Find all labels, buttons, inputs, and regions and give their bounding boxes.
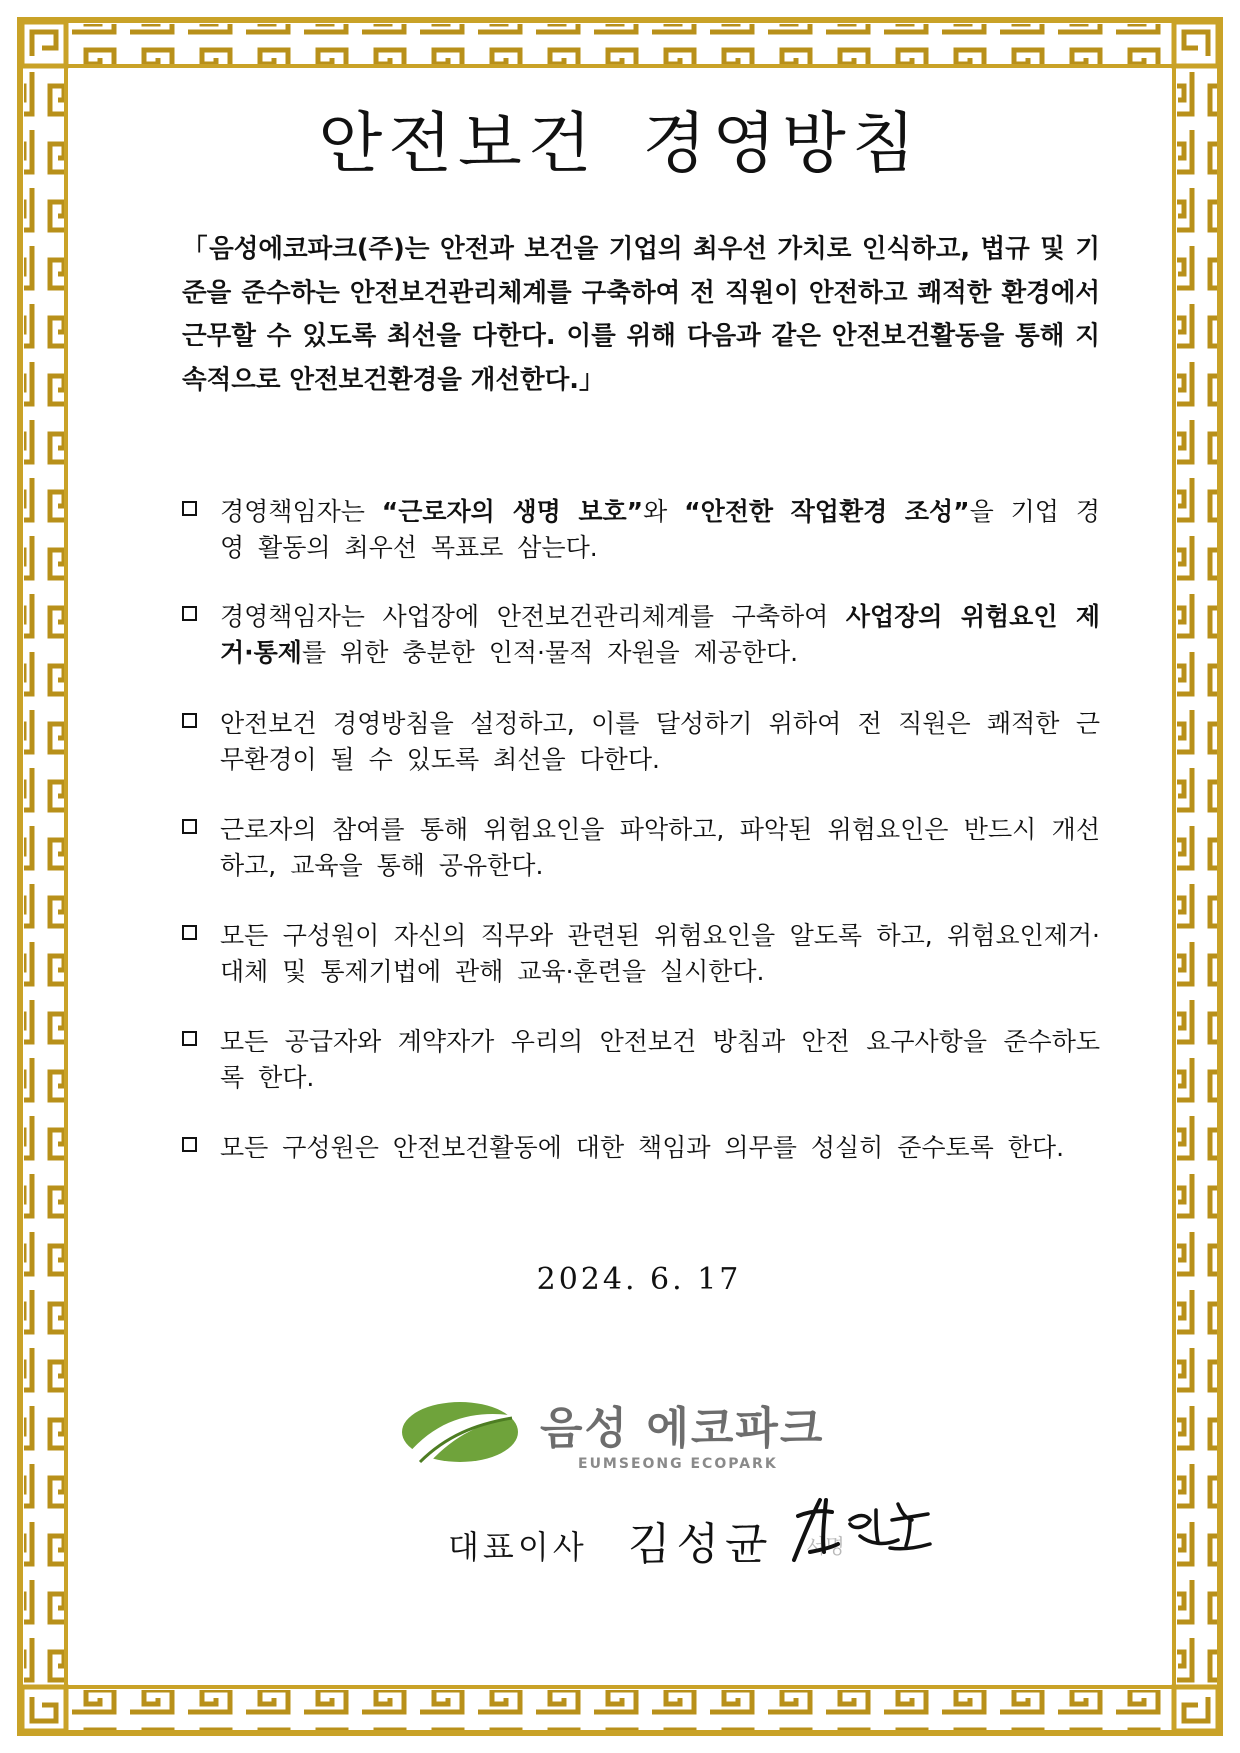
checkbox-icon [182, 606, 197, 621]
logo-subtitle: EUMSEONG ECOPARK [578, 1456, 778, 1472]
policy-text: 모든 구성원은 안전보건활동에 대한 책임과 의무를 성실히 준수토록 한다. [220, 1133, 1065, 1162]
document-date: 2024. 6. 17 [536, 1262, 742, 1297]
policy-text: 경영책임자는 사업장에 안전보건관리체계를 구축하여 사업장의 위험요인 제거·통제를 위한 충분한 인적·물적 자원을 제공한다. [220, 602, 1100, 667]
policy-item [182, 1130, 1100, 1166]
policy-item [182, 599, 1100, 671]
checkbox-icon [182, 1031, 197, 1046]
policy-text: 근로자의 참여를 통해 위험요인을 파악하고, 파악된 위험요인은 반드시 개선하고, 교육을 통해 공유한다. [220, 815, 1100, 880]
seal-label: 서명 [806, 1534, 845, 1558]
policy-item [182, 918, 1100, 990]
policy-item [182, 812, 1100, 884]
document-title: 안전보건 경영방침 [318, 105, 922, 182]
signer-name: 김성균 [628, 1519, 774, 1570]
policy-text: 경영책임자는 “근로자의 생명 보호”와 “안전한 작업환경 조성”을 기업 경영 활동의 최우선 목표로 삼는다. [220, 497, 1100, 562]
checkbox-icon [182, 501, 197, 516]
policy-item [182, 494, 1100, 566]
policy-text: 모든 구성원이 자신의 직무와 관련된 위험요인을 알도록 하고, 위험요인제거·대체 및 통제기법에 관해 교육·훈련을 실시한다. [220, 921, 1100, 986]
handwritten-signature [780, 1490, 940, 1570]
checkbox-icon [182, 713, 197, 728]
checkbox-icon [182, 1137, 197, 1152]
checkbox-icon [182, 819, 197, 834]
checkbox-icon [182, 925, 197, 940]
intro-paragraph: 「음성에코파크(주)는 안전과 보건을 기업의 최우선 가치로 인식하고, 법규 및 기준을 준수하는 안전보건관리체계를 구축하여 전 직원이 안전하고 쾌적한 환경에서 근무할 수 있도록 최선을 다한다. 이를 위해 다음과 같은 안전보건활동을 통해 지속적으로 안전보건환경을 개선한다.」 [182, 234, 1100, 395]
policy-item [182, 1024, 1100, 1096]
policy-item [182, 706, 1100, 778]
policy-text: 안전보건 경영방침을 설정하고, 이를 달성하기 위하여 전 직원은 쾌적한 근무환경이 될 수 있도록 최선을 다한다. [220, 709, 1100, 774]
signature-block [0, 1508, 1240, 1578]
company-logo [400, 1390, 900, 1500]
policy-text: 모든 공급자와 계약자가 우리의 안전보건 방침과 안전 요구사항을 준수하도록 한다. [220, 1027, 1100, 1092]
leaf-icon [400, 1396, 520, 1472]
signer-title: 대표이사 [448, 1528, 588, 1566]
logo-name: 음성 에코파크 [540, 1403, 825, 1454]
